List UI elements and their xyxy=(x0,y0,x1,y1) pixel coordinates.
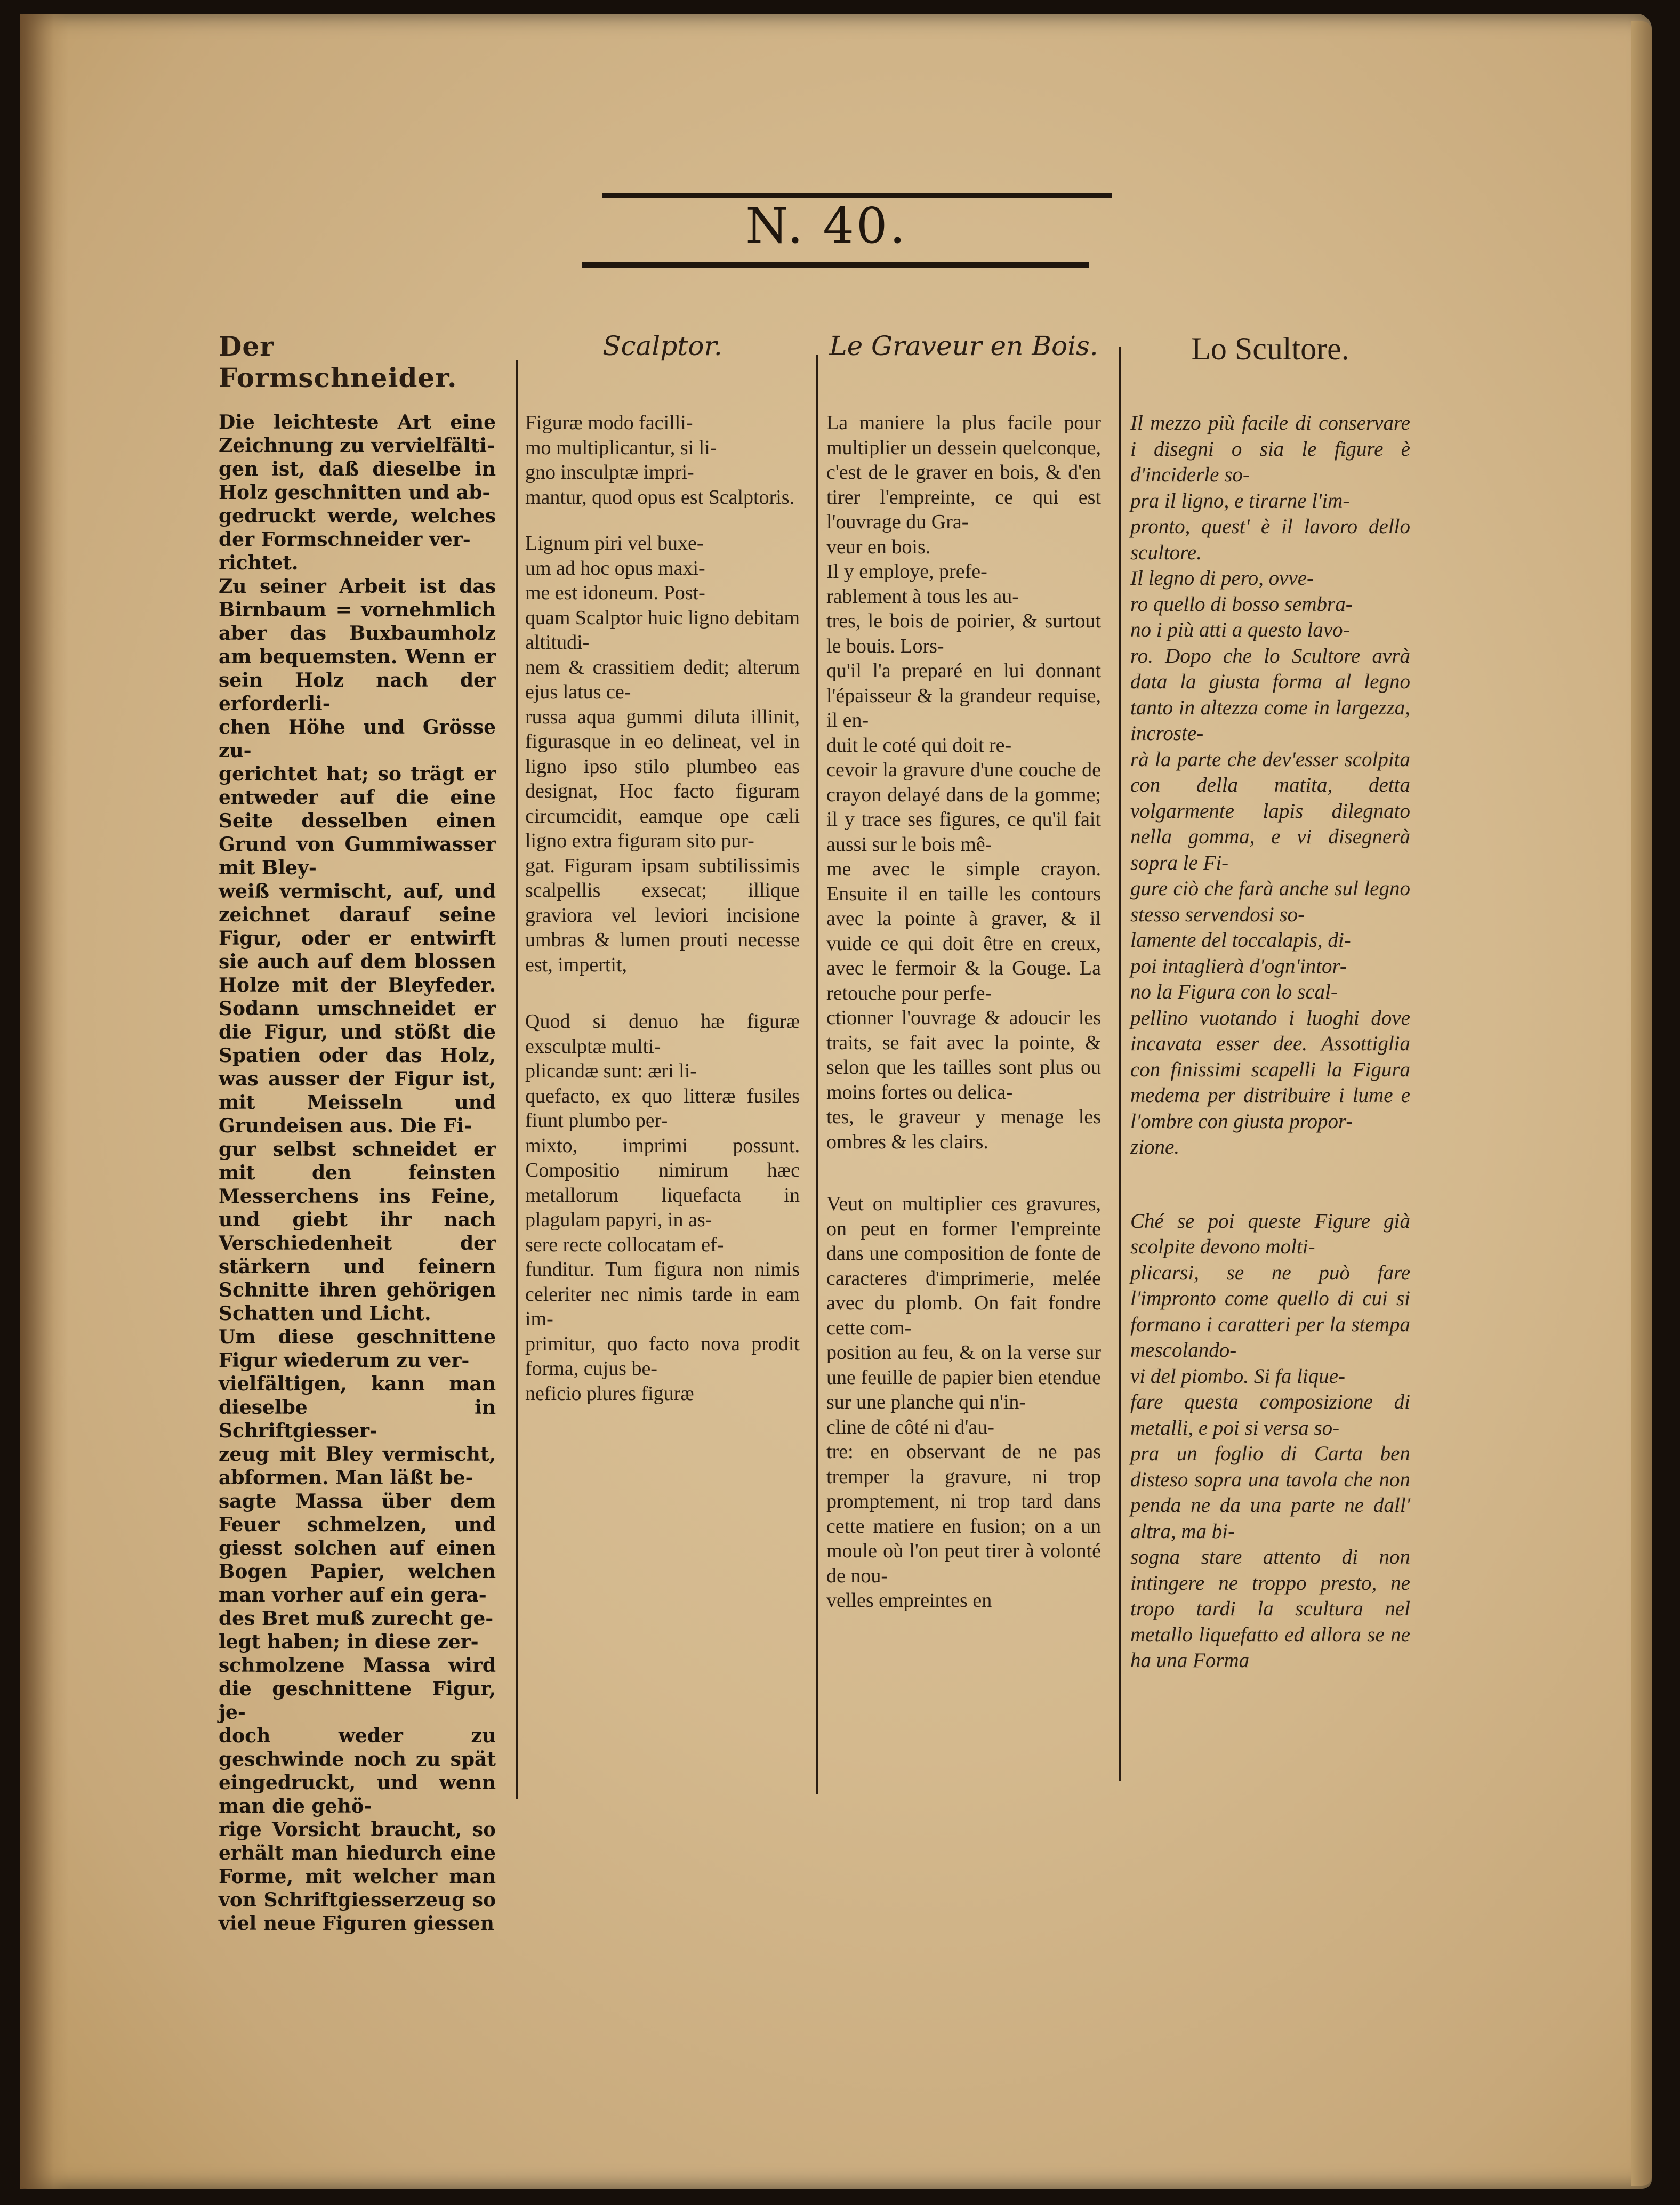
french-column xyxy=(826,331,1101,1613)
bottom-rule xyxy=(582,262,1089,268)
column-divider-2 xyxy=(816,355,818,1794)
latin-column xyxy=(525,331,800,1406)
german-column xyxy=(219,331,496,1935)
german-paragraph-2: Um diese geschnittene Figur wiederum zu ver- vielfältigen, kann man dieselbe in Schriftgiesser- zeug mit Bley vermischt, abformen. Man läßt be- sagte Massa über dem Feuer schmelzen, und giesst solchen auf einen Bogen Papier, welchen man vorher auf ein gera- des Bret muß zurecht ge- legt haben; in diese zer- schmolzene Massa wird die geschnittene Figur, je- doch weder zu geschwinde noch zu spät eingedruckt, und wenn man die gehö- rige Vorsicht braucht, so erhält man hiedurch eine Forme, mit welcher man von Schriftgiesserzeug so viel neue Figuren giessen xyxy=(219,1326,496,1935)
latin-paragraph-1: Figuræ modo facilli- mo multiplicantur, si li- gno insculptæ impri- mantur, quod opus est Scalptoris. xyxy=(525,412,795,509)
issue-number: N. 40. xyxy=(745,197,907,254)
italian-title: Lo Scultore. xyxy=(1191,331,1349,366)
german-paragraph-1: Die leichteste Art eine Zeichnung zu vervielfälti- gen ist, daß dieselbe in Holz geschnitten und ab- gedruckt werde, welches der Formschneider ver- richtet. Zu seiner Arbeit ist das Birnbaum = vornehmlich aber das Buxbaumholz am bequemsten. Wenn er sein Holz nach der erforderli- chen Höhe und Grösse zu- gerichtet hat; so trägt er entweder auf die eine Seite desselben einen Grund von Gummiwasser mit Bley- weiß vermischt, auf, und zeichnet darauf seine Figur, oder er entwirft sie auch auf dem blossen Holze mit der Bleyfeder. Sodann umschneidet er die Figur, und stößt die Spatien oder das Holz, was ausser der Figur ist, mit Meisseln und Grundeisen aus. Die Fi- gur selbst schneidet er mit den feinsten Messerchens ins Feine, und giebt ihr nach Verschiedenheit der stärkern und feinern Schnitte ihren gehörigen Schatten und Licht. xyxy=(219,411,496,1325)
french-paragraph-1: La maniere la plus facile pour multiplier un dessein quelconque, c'est de le graver en bois, & d'en tirer l'empreinte, ce qui est l'ouvrage du Gra- veur en bois. Il y employe, prefe- rablement à tous les au- tres, le bois de poirier, & surtout le bouis. Lors- qu'il l'a preparé en lui donnant l'épaisseur & la grandeur requise, il en- duit le coté qui doit re- cevoir la gravure d'une couche de crayon delayé dans de la gomme; il y trace ses figures, ce qu'il fait aussi sur le bois mê- me avec le simple crayon. Ensuite il en taille les contours avec la pointe à graver, & il vuide ce qui doit être en creux, avec le fermoir & la Gouge. La retouche pour perfe- ctionner l'ouvrage & adoucir les traits, se fait avec la pointe, & selon que les tailles sont plus ou moins fortes ou delica- tes, le graveur y menage les ombres & les clairs. xyxy=(826,412,1101,1153)
paragraph-gap xyxy=(1130,1161,1410,1209)
latin-paragraph-2: Lignum piri vel buxe- um ad hoc opus maxi- me est idoneum. Post- quam Scalptor huic ligno debitam altitudi- nem & crassitiem dedit; alterum ejus latus ce- russa aqua gummi diluta illinit, figurasque in eo delineat, vel in ligno ipso stilo plumbeo eas designat, Hoc facto figuram circumcidit, eamque ope cæli ligno extra figuram sito pur- gat. Figuram ipsam subtilissimis scalpellis exsecat; illique graviora vel leviori incisione umbras & lumen prouti necesse est, impertit, xyxy=(525,532,800,976)
book-gutter xyxy=(20,14,68,2189)
paragraph-gap xyxy=(525,977,800,1009)
paragraph-gap xyxy=(826,1154,1101,1192)
french-paragraph-2: Veut on multiplier ces gravures, on peut en former l'empreinte dans une composition de fonte de caracteres d'imprimerie, melée avec du plomb. On fait fondre cette com- position au feu, & on la verse sur une feuille de papier bien etendue sur une planche qui n'in- cline de côté ni d'au- tre: en observant de ne pas tremper la gravure, ni trop promptement, ni trop tard dans cette matiere en fusion; on a un moule où l'on peut tirer à volonté de nou- velles empreintes en xyxy=(826,1193,1101,1612)
latin-paragraph-3: Quod si denuo hæ figuræ exsculptæ multi- plicandæ sunt: æri li- quefacto, ex quo litteræ fusiles fiunt plumbo per- mixto, imprimi possunt. Compositio nimirum hæc metallorum liquefacta in plagulam papyri, in as- sere recte collocatam ef- funditur. Tum figura non nimis celeriter nec nimis tarde in eam im- primitur, quo facto nova prodit forma, cujus be- neficio plures figuræ xyxy=(525,1010,800,1405)
page-edge xyxy=(1631,21,1652,2186)
latin-title: Scalptor. xyxy=(602,331,722,361)
french-title: Le Graveur en Bois. xyxy=(829,331,1098,361)
german-title: Der Formschneider. xyxy=(219,331,457,393)
italian-column xyxy=(1130,331,1410,1674)
column-divider-3 xyxy=(1119,347,1121,1781)
italian-paragraph-2: Ché se poi queste Figure già scolpite devono molti- plicarsi, se ne può fare l'impronto come quello di cui si formano i caratteri per la stempa mescolando- vi del piombo. Si fa lique- fare questa composizione di metalli, e poi si versa so- pra un foglio di Carta ben disteso sopra una tavola che non penda ne da una parte ne dall' altra, ma bi- sogna stare attento di non intingere ne troppo presto, ne tropo tardi la scultura nel metallo liquefatto ed allora se ne ha una Forma xyxy=(1130,1209,1410,1672)
paragraph-gap xyxy=(525,510,800,531)
italian-paragraph-1: Il mezzo più facile di conservare i disegni o sia le figure è d'inciderle so- pra il ligno, e tirarne l'im- pronto, quest' è il lavoro dello scultore. Il legno di pero, ovve- ro quello di bosso sembra- no i più atti a questo lavo- ro. Dopo che lo Scultore avrà data la giusta forma al legno tanto in altezza come in largezza, incroste- rà la parte che dev'esser scolpita con della matita, detta volgarmente lapis dilegnato nella gomma, e vi disegnerà sopra le Fi- gure ciò che farà anche sul legno stesso servendosi so- lamente del toccalapis, di- poi intaglierà d'ogn'intor- no la Figura con lo scal- pellino vuotando i luoghi dove incavata esser dee. Assottiglia con finissimi scapelli la Figura medema per distribuire i lume e l'ombre con giusta propor- zione. xyxy=(1130,412,1410,1158)
column-divider-1 xyxy=(516,360,518,1799)
